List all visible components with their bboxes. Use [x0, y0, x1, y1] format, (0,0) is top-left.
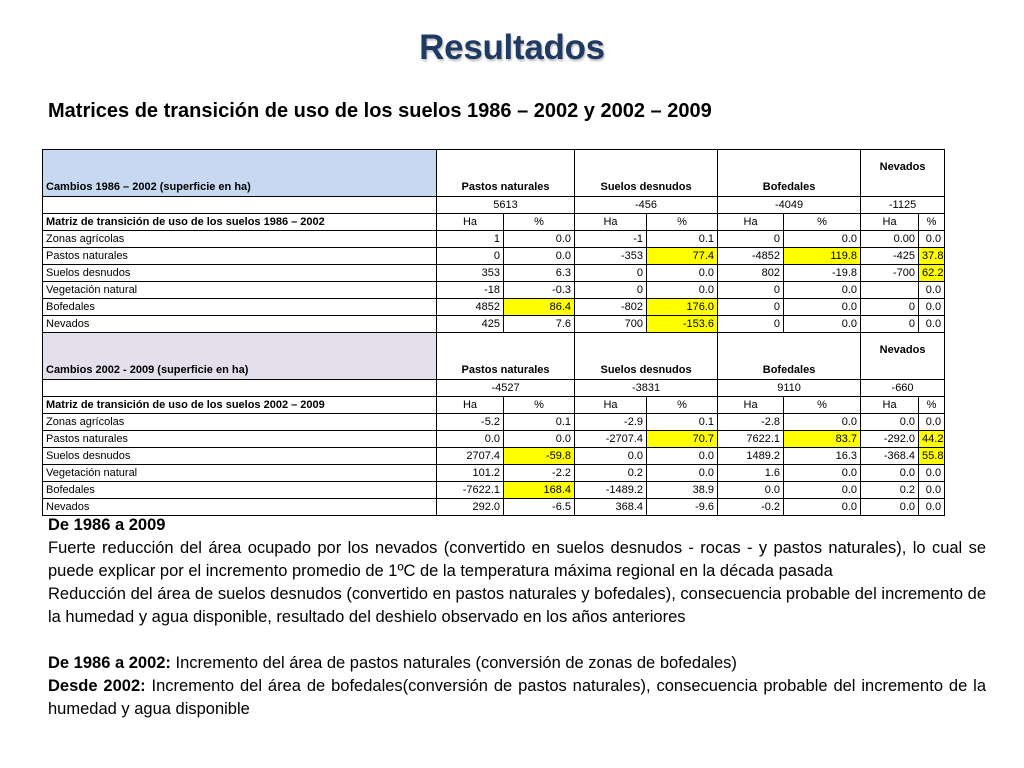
- table-cell: -1489.2: [575, 482, 647, 499]
- transition-matrix-table: [42, 149, 945, 516]
- table-cell: 292.0: [437, 499, 504, 516]
- label-1986-2002: De 1986 a 2002:: [48, 654, 171, 672]
- table-cell: 0: [861, 299, 919, 316]
- table-cell: 802: [718, 265, 784, 282]
- table-cell: 0.0: [784, 482, 861, 499]
- table-cell: 70.7: [647, 431, 718, 448]
- table-cell: 0: [861, 316, 919, 333]
- table-cell: 368.4: [575, 499, 647, 516]
- column-header: Pastos naturales: [437, 333, 575, 380]
- table-cell: -6.5: [504, 499, 575, 516]
- table-cell: -19.8: [784, 265, 861, 282]
- column-header: Nevados: [861, 150, 945, 197]
- row-label: Zonas agrícolas: [43, 414, 437, 431]
- table-cell: 6.3: [504, 265, 575, 282]
- table-row: [43, 265, 945, 282]
- unit-header: %: [504, 397, 575, 414]
- total-cell: -1125: [861, 197, 945, 214]
- table-cell: -2707.4: [575, 431, 647, 448]
- table-cell: 0.0: [919, 282, 945, 299]
- table-cell: -4852: [718, 248, 784, 265]
- table-cell: -353: [575, 248, 647, 265]
- heading-1986-2009: De 1986 a 2009: [48, 516, 166, 534]
- unit-header: %: [919, 397, 945, 414]
- table-cell: 83.7: [784, 431, 861, 448]
- table-cell: 0.0: [504, 248, 575, 265]
- table-cell: -153.6: [647, 316, 718, 333]
- table-cell: 0.0: [919, 231, 945, 248]
- label-desde-2002: Desde 2002:: [48, 677, 146, 695]
- table-cell: 0.0: [647, 265, 718, 282]
- table-cell: 0.1: [647, 231, 718, 248]
- paragraph-suelos: Reducción del área de suelos desnudos (convertido en pastos naturales y bofedales), consecuencia probable del incremento de la humedad y agua disponible, resultado del deshielo observado en los años anteriores: [48, 585, 986, 626]
- table-cell: 0.0: [647, 282, 718, 299]
- column-header: Nevados: [861, 333, 945, 380]
- table-row: [43, 448, 945, 465]
- table-cell: 0.0: [504, 431, 575, 448]
- total-cell: 5613: [437, 197, 575, 214]
- table-cell: 0.0: [861, 465, 919, 482]
- total-cell: -456: [575, 197, 718, 214]
- table-cell: 0.0: [647, 465, 718, 482]
- column-header: Bofedales: [718, 150, 861, 197]
- table-cell: 0.0: [919, 316, 945, 333]
- table-cell: -802: [575, 299, 647, 316]
- table-cell: 55.8: [919, 448, 945, 465]
- unit-header: Ha: [718, 214, 784, 231]
- text-desde-2002: Incremento del área de bofedales(conversión de pastos naturales), consecuencia probable del incremento de la humedad y agua disponible: [48, 677, 987, 718]
- table-cell: 0.1: [504, 414, 575, 431]
- row-label: Nevados: [43, 499, 437, 516]
- table-cell: 0.0: [784, 316, 861, 333]
- table-cell: 0.0: [861, 414, 919, 431]
- table-cell: 0.0: [784, 299, 861, 316]
- unit-header: Ha: [718, 397, 784, 414]
- table-cell: 0.0: [861, 499, 919, 516]
- units-row: [43, 214, 945, 231]
- results-text: [48, 514, 986, 721]
- unit-header: Ha: [437, 214, 504, 231]
- table-row: [43, 299, 945, 316]
- table-cell: 168.4: [504, 482, 575, 499]
- section-header-row: [43, 150, 945, 197]
- table-cell: 0.00: [861, 231, 919, 248]
- table-cell: 62.2: [919, 265, 945, 282]
- column-header: Suelos desnudos: [575, 333, 718, 380]
- table-cell: 0: [575, 265, 647, 282]
- table-cell: -2.8: [718, 414, 784, 431]
- totals-label-cell: [43, 380, 437, 397]
- table-cell: 37.8: [919, 248, 945, 265]
- page-subtitle: Matrices de transición de uso de los suelos 1986 – 2002 y 2002 – 2009: [48, 100, 712, 122]
- table-row: [43, 231, 945, 248]
- table-cell: -1: [575, 231, 647, 248]
- total-cell: -4049: [718, 197, 861, 214]
- total-cell: -4527: [437, 380, 575, 397]
- total-cell: 9110: [718, 380, 861, 397]
- table-cell: -700: [861, 265, 919, 282]
- unit-header: %: [919, 214, 945, 231]
- row-label: Suelos desnudos: [43, 265, 437, 282]
- table-cell: 0.0: [919, 482, 945, 499]
- table-row: [43, 282, 945, 299]
- total-cell: -3831: [575, 380, 718, 397]
- section-header: Cambios 1986 – 2002 (superficie en ha): [43, 150, 437, 197]
- unit-header: Ha: [861, 214, 919, 231]
- row-label: Nevados: [43, 316, 437, 333]
- table-cell: 0.0: [784, 231, 861, 248]
- table-cell: 1: [437, 231, 504, 248]
- table-row: [43, 465, 945, 482]
- table-cell: 0.2: [575, 465, 647, 482]
- unit-header: %: [784, 214, 861, 231]
- table-cell: 7.6: [504, 316, 575, 333]
- table-cell: -2.2: [504, 465, 575, 482]
- table-cell: 4852: [437, 299, 504, 316]
- table-cell: -0.3: [504, 282, 575, 299]
- table-cell: 0.0: [919, 499, 945, 516]
- table-cell: -5.2: [437, 414, 504, 431]
- table-cell: 0.0: [784, 499, 861, 516]
- section-header-row: [43, 333, 945, 380]
- table-cell: 1.6: [718, 465, 784, 482]
- total-cell: -660: [861, 380, 945, 397]
- table-cell: 0.1: [647, 414, 718, 431]
- table-row: [43, 431, 945, 448]
- table-cell: 44.2: [919, 431, 945, 448]
- unit-header: %: [784, 397, 861, 414]
- table-cell: 119.8: [784, 248, 861, 265]
- table-cell: 0: [437, 248, 504, 265]
- row-label: Suelos desnudos: [43, 448, 437, 465]
- row-label: Pastos naturales: [43, 248, 437, 265]
- page-title: Resultados: [419, 28, 605, 67]
- paragraph-desde-2002: [48, 675, 986, 721]
- table-cell: 0.0: [575, 448, 647, 465]
- paragraph-1986-2002: [48, 652, 986, 675]
- table-cell: 353: [437, 265, 504, 282]
- totals-row: [43, 197, 945, 214]
- table-cell: 0.0: [919, 465, 945, 482]
- units-row: [43, 397, 945, 414]
- table-cell: 86.4: [504, 299, 575, 316]
- unit-header: %: [647, 397, 718, 414]
- unit-header: Ha: [575, 214, 647, 231]
- table-cell: 0.0: [784, 465, 861, 482]
- table-cell: 77.4: [647, 248, 718, 265]
- table-cell: -368.4: [861, 448, 919, 465]
- table-cell: 0.0: [919, 299, 945, 316]
- table-cell: 0: [575, 282, 647, 299]
- row-label: Vegetación natural: [43, 282, 437, 299]
- table-row: [43, 499, 945, 516]
- unit-header: Ha: [437, 397, 504, 414]
- table-cell: 2707.4: [437, 448, 504, 465]
- table-cell: -7622.1: [437, 482, 504, 499]
- table-cell: 0.0: [647, 448, 718, 465]
- table-cell: 16.3: [784, 448, 861, 465]
- table-cell: 0: [718, 231, 784, 248]
- table-row: [43, 414, 945, 431]
- table-cell: 1489.2: [718, 448, 784, 465]
- table-cell: 700: [575, 316, 647, 333]
- row-label: Zonas agrícolas: [43, 231, 437, 248]
- row-label: Bofedales: [43, 299, 437, 316]
- column-header: Suelos desnudos: [575, 150, 718, 197]
- table-row: [43, 316, 945, 333]
- table-cell: 0: [718, 299, 784, 316]
- table-cell: -2.9: [575, 414, 647, 431]
- table-cell: -59.8: [504, 448, 575, 465]
- column-header: Pastos naturales: [437, 150, 575, 197]
- table-row: [43, 482, 945, 499]
- unit-header: Ha: [861, 397, 919, 414]
- column-header: Bofedales: [718, 333, 861, 380]
- table-cell: -0.2: [718, 499, 784, 516]
- table-cell: -9.6: [647, 499, 718, 516]
- table-cell: -292.0: [861, 431, 919, 448]
- table-cell: -425: [861, 248, 919, 265]
- paragraph-nevados: Fuerte reducción del área ocupado por los nevados (convertido en suelos desnudos - rocas - y pastos naturales), lo cual se puede explicar por el incremento promedio de 1ºC de la temperatura máxima regional en la década pasada: [48, 539, 986, 580]
- unit-header: %: [647, 214, 718, 231]
- table-cell: 0.2: [861, 482, 919, 499]
- table-cell: 0.0: [784, 282, 861, 299]
- table-cell: 0.0: [784, 414, 861, 431]
- matrix-label: Matriz de transición de uso de los suelos 1986 – 2002: [43, 214, 437, 231]
- table-cell: 7622.1: [718, 431, 784, 448]
- table-cell: 0.0: [919, 414, 945, 431]
- text-1986-2002: Incremento del área de pastos naturales (conversión de zonas de bofedales): [170, 654, 737, 672]
- row-label: Vegetación natural: [43, 465, 437, 482]
- table-cell: 0: [718, 316, 784, 333]
- matrix-label: Matriz de transición de uso de los suelos 2002 – 2009: [43, 397, 437, 414]
- table-cell: [861, 282, 919, 299]
- table-cell: 0.0: [718, 482, 784, 499]
- unit-header: Ha: [575, 397, 647, 414]
- table-cell: 0.0: [437, 431, 504, 448]
- row-label: Pastos naturales: [43, 431, 437, 448]
- table-cell: 101.2: [437, 465, 504, 482]
- table-row: [43, 248, 945, 265]
- table-cell: 38.9: [647, 482, 718, 499]
- section-header: Cambios 2002 - 2009 (superficie en ha): [43, 333, 437, 380]
- totals-row: [43, 380, 945, 397]
- unit-header: %: [504, 214, 575, 231]
- row-label: Bofedales: [43, 482, 437, 499]
- table-cell: 0.0: [504, 231, 575, 248]
- totals-label-cell: [43, 197, 437, 214]
- table-cell: 176.0: [647, 299, 718, 316]
- table-cell: 425: [437, 316, 504, 333]
- table-cell: -18: [437, 282, 504, 299]
- table-cell: 0: [718, 282, 784, 299]
